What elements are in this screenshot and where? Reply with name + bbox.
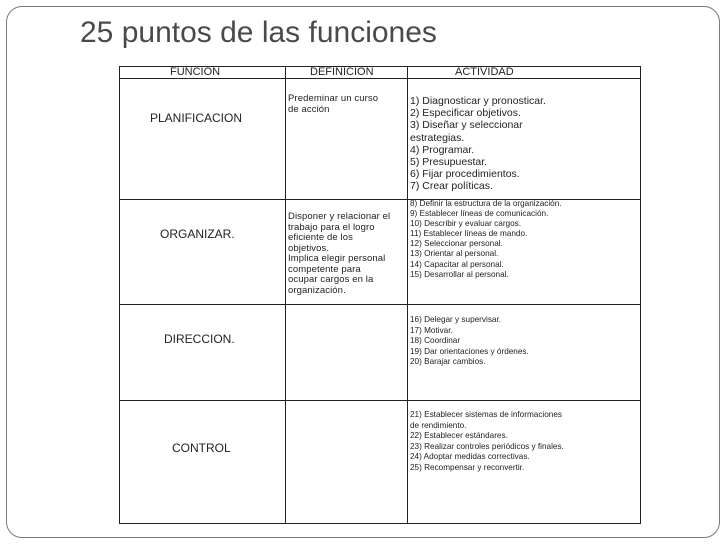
list-item: 4) Programar.: [410, 143, 475, 156]
list-item: 16) Delegar y supervisar.: [410, 315, 502, 324]
list-item: 14) Capacitar al personal.: [410, 259, 504, 269]
list-item: 17) Motivar.: [410, 325, 453, 335]
row-definicion-organizar: Disponer y relacionar el trabajo para el logro eficiente de los objetivos. Implica elegir personal competente para ocupar cargos en la organización.: [288, 211, 391, 296]
list-item: 19) Dar orientaciones y órdenes.: [410, 346, 529, 356]
list-item: 21) Establecer sistemas de informaciones: [410, 410, 562, 419]
list-item: 12) Seleccionar personal.: [410, 239, 503, 249]
header-actividad: ACTIVIDAD: [455, 66, 514, 78]
column-divider: [285, 67, 286, 523]
list-item: 6) Fijar procedimientos.: [410, 168, 520, 181]
list-item: 7) Crear políticas.: [410, 180, 493, 193]
list-item: 1) Diagnosticar y pronosticar.: [410, 95, 546, 107]
list-item: de rendimiento.: [410, 420, 467, 430]
row-definicion-planificacion: Predeminar un curso de acción: [288, 93, 379, 115]
list-item: 10) Describir y evaluar cargos.: [410, 219, 522, 229]
row-funcion-control: CONTROL: [172, 441, 231, 455]
list-item: 8) Definir la estructura de la organización.: [410, 199, 562, 208]
row-funcion-organizar: ORGANIZAR.: [160, 227, 235, 241]
list-item: 5) Presupuestar.: [410, 156, 488, 169]
list-item: estrategias.: [410, 131, 465, 144]
column-divider: [407, 67, 408, 523]
table-header-row: [120, 67, 640, 79]
list-item: 22) Establecer estándares.: [410, 431, 508, 440]
row-actividades-control: [410, 410, 642, 473]
list-item: 24) Adoptar medidas correctivas.: [410, 452, 530, 461]
row-funcion-direccion: DIRECCION.: [164, 332, 235, 346]
list-item: 25) Recompensar y reconvertir.: [410, 462, 525, 472]
list-item: 11) Establecer líneas de mando.: [410, 229, 528, 239]
list-item: 18) Coordinar: [410, 336, 461, 345]
header-funcion: FUNCION: [170, 66, 221, 78]
row-funcion-planificacion: PLANIFICACION: [150, 111, 243, 125]
functions-table: [119, 66, 641, 524]
list-item: 9) Establecer líneas de comunicación.: [410, 209, 549, 219]
list-item: 20) Barajar cambios.: [410, 357, 486, 366]
header-definicion: DEFINICION: [310, 66, 374, 78]
list-item: 3) Diseñar y seleccionar: [410, 119, 523, 132]
list-item: 15) Desarrollar al personal.: [410, 269, 509, 279]
row-actividades-organizar: [410, 199, 642, 280]
list-item: 23) Realizar controles periódicos y finales.: [410, 441, 564, 451]
row-actividades-direccion: [410, 315, 642, 368]
list-item: 13) Orientar al personal.: [410, 249, 499, 259]
list-item: 2) Especificar objetivos.: [410, 107, 521, 120]
row-divider: [120, 400, 640, 401]
slide-title: 25 puntos de las funciones: [80, 16, 437, 49]
row-divider: [120, 304, 640, 305]
row-actividades-planificacion: [410, 95, 642, 193]
